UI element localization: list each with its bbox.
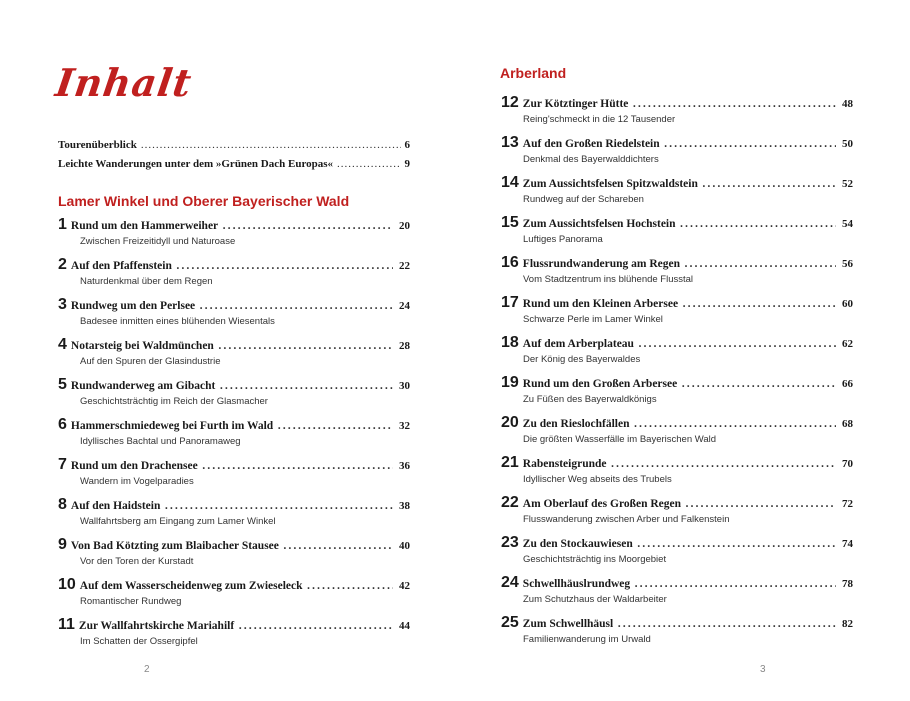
tour-name: Hammerschmiedeweg bei Furth im Wald <box>70 420 274 432</box>
dot-leader <box>141 139 401 151</box>
tour-name: Auf dem Wasserscheidenweg zum Zwieseleck <box>79 580 303 592</box>
tour-entry[interactable] <box>58 616 410 656</box>
tour-number: 12 <box>501 94 519 111</box>
dot-leader <box>307 576 393 594</box>
tour-page-number: 32 <box>399 420 410 432</box>
tour-number: 3 <box>58 296 67 313</box>
tour-page-number: 44 <box>399 620 410 632</box>
tour-name: Auf den Haidstein <box>70 500 161 512</box>
tour-page-number: 36 <box>399 460 410 472</box>
tour-subtitle: Vom Stadtzentrum ins blühende Flusstal <box>523 274 694 285</box>
tour-page-number: 28 <box>399 340 410 352</box>
dot-leader <box>702 174 836 192</box>
dot-leader <box>218 336 393 354</box>
intro-list <box>58 139 410 177</box>
tour-title-line <box>501 94 853 114</box>
tour-name: Schwellhäuslrundweg <box>522 578 631 590</box>
tour-number: 22 <box>501 494 519 511</box>
tour-page-number: 54 <box>842 218 853 230</box>
tour-subtitle: Zu Füßen des Bayerwaldkönigs <box>523 394 657 405</box>
tour-number: 6 <box>58 416 67 433</box>
tour-number: 20 <box>501 414 519 431</box>
tour-entry[interactable] <box>501 454 853 494</box>
tour-number: 4 <box>58 336 67 353</box>
dot-leader <box>664 134 836 152</box>
tour-name: Rund um den Großen Arbersee <box>522 378 678 390</box>
tour-page-number: 38 <box>399 500 410 512</box>
dot-leader <box>617 614 836 632</box>
right-page <box>455 0 910 701</box>
tour-entry[interactable] <box>501 214 853 254</box>
toc-page-number: 6 <box>404 139 410 151</box>
section-heading: Arberland <box>500 65 567 81</box>
tour-name: Flussrundwanderung am Regen <box>522 258 680 270</box>
tour-subtitle: Idyllischer Weg abseits des Trubels <box>523 474 672 485</box>
tour-entry[interactable] <box>501 254 853 294</box>
tour-subtitle: Familienwanderung im Urwald <box>523 634 651 645</box>
tour-subtitle: Schwarze Perle im Lamer Winkel <box>523 314 663 325</box>
tour-page-number: 22 <box>399 260 410 272</box>
tour-title-line <box>58 456 410 476</box>
toc-entry[interactable] <box>58 139 410 158</box>
tour-title-line <box>501 334 853 354</box>
tour-subtitle: Rundweg auf der Schareben <box>523 194 644 205</box>
toc-page-number: 9 <box>404 158 410 170</box>
dot-leader <box>634 414 836 432</box>
tour-name: Zu den Rieslochfällen <box>522 418 630 430</box>
tour-entry[interactable] <box>501 294 853 334</box>
tour-title-line <box>501 614 853 634</box>
tour-subtitle: Vor den Toren der Kurstadt <box>80 556 194 567</box>
tour-entry[interactable] <box>501 414 853 454</box>
tour-entry[interactable] <box>58 416 410 456</box>
tour-page-number: 78 <box>842 578 853 590</box>
dot-leader <box>199 296 393 314</box>
tour-page-number: 82 <box>842 618 853 630</box>
tour-entry[interactable] <box>501 494 853 534</box>
tour-title-line <box>501 534 853 554</box>
tour-page-number: 30 <box>399 380 410 392</box>
tour-subtitle: Im Schatten der Ossergipfel <box>80 636 198 647</box>
tour-entry[interactable] <box>501 534 853 574</box>
tour-entry[interactable] <box>58 256 410 296</box>
tour-number: 23 <box>501 534 519 551</box>
tour-subtitle: Denkmal des Bayerwalddichters <box>523 154 659 165</box>
tour-title-line <box>501 214 853 234</box>
tour-page-number: 68 <box>842 418 853 430</box>
page-folio: 2 <box>144 664 150 675</box>
tour-page-number: 50 <box>842 138 853 150</box>
tour-entry[interactable] <box>501 94 853 134</box>
tour-title-line <box>58 256 410 276</box>
tour-title-line <box>58 536 410 556</box>
tour-entry[interactable] <box>501 374 853 414</box>
tour-title-line <box>58 416 410 436</box>
tour-page-number: 42 <box>399 580 410 592</box>
tour-number: 13 <box>501 134 519 151</box>
tour-entry[interactable] <box>501 574 853 614</box>
tour-number: 18 <box>501 334 519 351</box>
tour-subtitle: Wallfahrtsberg am Eingang zum Lamer Winkel <box>80 516 276 527</box>
tour-number: 9 <box>58 536 67 553</box>
dot-leader <box>337 158 400 170</box>
tour-subtitle: Badesee inmitten eines blühenden Wiesentals <box>80 316 275 327</box>
tour-page-number: 62 <box>842 338 853 350</box>
dot-leader <box>277 416 393 434</box>
dot-leader <box>680 214 836 232</box>
tour-list <box>501 94 853 654</box>
tour-name: Am Oberlauf des Großen Regen <box>522 498 682 510</box>
tour-number: 21 <box>501 454 519 471</box>
tour-name: Zum Aussichtsfelsen Hochstein <box>522 218 676 230</box>
tour-subtitle: Naturdenkmal über dem Regen <box>80 276 213 287</box>
tour-title-line <box>58 216 410 236</box>
dot-leader <box>684 254 836 272</box>
tour-name: Rundwanderweg am Gibacht <box>70 380 216 392</box>
tour-entry[interactable] <box>501 134 853 174</box>
toc-entry-label: Leichte Wanderungen unter dem »Grünen Dach Europas« <box>58 158 334 170</box>
tour-title-line <box>501 454 853 474</box>
tour-subtitle: Idyllisches Bachtal und Panoramaweg <box>80 436 241 447</box>
dot-leader <box>222 216 393 234</box>
tour-title-line <box>501 294 853 314</box>
tour-title-line <box>501 254 853 274</box>
tour-number: 5 <box>58 376 67 393</box>
tour-entry[interactable] <box>501 334 853 374</box>
tour-name: Rundweg um den Perlsee <box>70 300 196 312</box>
tour-page-number: 48 <box>842 98 853 110</box>
tour-page-number: 70 <box>842 458 853 470</box>
tour-entry[interactable] <box>58 216 410 256</box>
dot-leader <box>283 536 393 554</box>
tour-name: Rabensteigrunde <box>522 458 607 470</box>
dot-leader <box>202 456 393 474</box>
dot-leader <box>638 334 836 352</box>
tour-subtitle: Geschichtsträchtig ins Moorgebiet <box>523 554 667 565</box>
dot-leader <box>685 494 836 512</box>
tour-number: 25 <box>501 614 519 631</box>
tour-entry[interactable] <box>58 456 410 496</box>
tour-subtitle: Flusswanderung zwischen Arber und Falkenstein <box>523 514 730 525</box>
tour-number: 8 <box>58 496 67 513</box>
tour-page-number: 52 <box>842 178 853 190</box>
toc-entry-label: Tourenüberblick <box>58 139 137 151</box>
tour-list <box>58 216 410 656</box>
dot-leader <box>637 534 836 552</box>
tour-subtitle: Geschichtsträchtig im Reich der Glasmacher <box>80 396 268 407</box>
tour-name: Rund um den Kleinen Arbersee <box>522 298 679 310</box>
tour-page-number: 24 <box>399 300 410 312</box>
tour-number: 2 <box>58 256 67 273</box>
tour-page-number: 72 <box>842 498 853 510</box>
tour-title-line <box>58 296 410 316</box>
dot-leader <box>611 454 837 472</box>
tour-title-line <box>501 494 853 514</box>
tour-page-number: 56 <box>842 258 853 270</box>
toc-entry[interactable] <box>58 158 410 177</box>
tour-page-number: 20 <box>399 220 410 232</box>
tour-number: 17 <box>501 294 519 311</box>
tour-entry[interactable] <box>58 336 410 376</box>
tour-name: Auf den Pfaffenstein <box>70 260 172 272</box>
tour-page-number: 60 <box>842 298 853 310</box>
tour-title-line <box>501 574 853 594</box>
dot-leader <box>176 256 393 274</box>
tour-page-number: 40 <box>399 540 410 552</box>
tour-entry[interactable] <box>501 174 853 214</box>
tour-number: 16 <box>501 254 519 271</box>
tour-name: Auf dem Arberplateau <box>522 338 634 350</box>
tour-entry[interactable] <box>58 576 410 616</box>
tour-title-line <box>58 336 410 356</box>
dot-leader <box>682 294 836 312</box>
dot-leader <box>164 496 393 514</box>
tour-subtitle: Der König des Bayerwaldes <box>523 354 641 365</box>
tour-number: 11 <box>58 616 75 633</box>
tour-title-line <box>58 376 410 396</box>
tour-title-line <box>501 134 853 154</box>
tour-name: Zur Wallfahrtskirche Mariahilf <box>78 620 235 632</box>
tour-name: Zum Schwellhäusl <box>522 618 614 630</box>
tour-name: Zur Kötztinger Hütte <box>522 98 629 110</box>
tour-number: 10 <box>58 576 76 593</box>
tour-entry[interactable] <box>58 536 410 576</box>
tour-subtitle: Die größten Wasserfälle im Bayerischen Wald <box>523 434 717 445</box>
dot-leader <box>632 94 836 112</box>
tour-number: 7 <box>58 456 67 473</box>
tour-name: Notarsteig bei Waldmünchen <box>70 340 214 352</box>
tour-subtitle: Wandern im Vogelparadies <box>80 476 194 487</box>
tour-subtitle: Luftiges Panorama <box>523 234 603 245</box>
tour-number: 19 <box>501 374 519 391</box>
tour-entry[interactable] <box>58 496 410 536</box>
tour-number: 24 <box>501 574 519 591</box>
tour-subtitle: Reing'schmeckt in die 12 Tausender <box>523 114 676 125</box>
tour-name: Rund um den Drachensee <box>70 460 198 472</box>
tour-number: 14 <box>501 174 519 191</box>
dot-leader <box>634 574 836 592</box>
tour-name: Auf den Großen Riedelstein <box>522 138 660 150</box>
page-folio: 3 <box>760 664 766 675</box>
dot-leader <box>238 616 393 634</box>
tour-title-line <box>58 616 410 636</box>
tour-title-line <box>501 174 853 194</box>
tour-page-number: 66 <box>842 378 853 390</box>
tour-entry[interactable] <box>58 296 410 336</box>
tour-title-line <box>58 576 410 596</box>
section-heading: Lamer Winkel und Oberer Bayerischer Wald <box>58 193 350 209</box>
tour-number: 1 <box>58 216 67 233</box>
tour-name: Rund um den Hammerweiher <box>70 220 219 232</box>
tour-page-number: 74 <box>842 538 853 550</box>
tour-subtitle: Auf den Spuren der Glasindustrie <box>80 356 221 367</box>
tour-entry[interactable] <box>501 614 853 654</box>
tour-number: 15 <box>501 214 519 231</box>
tour-title-line <box>58 496 410 516</box>
tour-title-line <box>501 374 853 394</box>
page-title: Inhalt <box>52 60 195 105</box>
tour-title-line <box>501 414 853 434</box>
tour-subtitle: Romantischer Rundweg <box>80 596 182 607</box>
tour-name: Von Bad Kötzting zum Blaibacher Stausee <box>70 540 279 552</box>
dot-leader <box>219 376 393 394</box>
tour-subtitle: Zum Schutzhaus der Waldarbeiter <box>523 594 667 605</box>
dot-leader <box>681 374 836 392</box>
tour-subtitle: Zwischen Freizeitidyll und Naturoase <box>80 236 236 247</box>
tour-name: Zum Aussichtsfelsen Spitzwaldstein <box>522 178 698 190</box>
tour-name: Zu den Stockauwiesen <box>522 538 633 550</box>
tour-entry[interactable] <box>58 376 410 416</box>
